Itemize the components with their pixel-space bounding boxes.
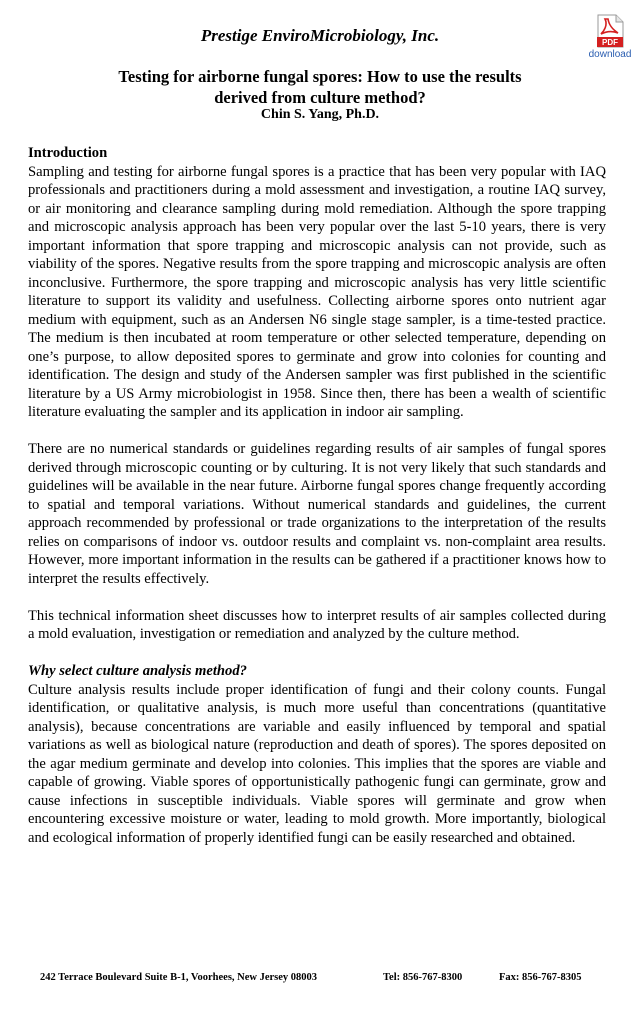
- intro-paragraph-3: This technical information sheet discusses how to interpret results of air samples collected during a mold evaluation, investigation or remediation and analyzed by the culture method.: [28, 607, 606, 642]
- footer-address: 242 Terrace Boulevard Suite B-1, Voorhees, New Jersey 08003: [40, 972, 318, 983]
- title-line-2: derived from culture method?: [214, 88, 426, 107]
- why-culture-heading: Why select culture analysis method?: [28, 663, 247, 679]
- download-label[interactable]: download: [588, 49, 632, 60]
- why-culture-paragraph: Culture analysis results include proper identification of fungi and their colony counts. Fungal identification, or qualitative analysis, is much more useful than concentrations (quantitative analysis), because concentrations are variable and easily influenced by temporal and spatial variations as well as biological nature (reproduction and death of spores). The spores deposited on the agar medium germinate and develop into colonies. This implies that the spores are viable and capable of growing. Viable spores of opportunistically pathogenic fungi can germinate, grow and cause infections in susceptible individuals. Viable spores will germinate and grow when encountering excessive moisture or water, leading to mold growth. More importantly, biological and ecological information of properly identified fungi can be easily researched and obtained.: [28, 681, 606, 846]
- author-name: Chin S. Yang, Ph.D.: [260, 107, 380, 122]
- pdf-file-icon: [596, 14, 624, 48]
- company-name: Prestige EnviroMicrobiology, Inc.: [200, 26, 440, 45]
- title-line-1: Testing for airborne fungal spores: How to use the results: [118, 67, 522, 86]
- introduction-heading: Introduction: [28, 145, 108, 161]
- pdf-download-link[interactable]: [582, 14, 638, 60]
- footer-telephone: Tel: 856-767-8300: [383, 972, 463, 983]
- intro-paragraph-2: There are no numerical standards or guidelines regarding results of air samples of fungal spores derived through microscopic counting or by culturing. It is not very likely that such standards and guidelines will be available in the near future. Airborne fungal spores change frequently according to spatial and temporal variations. Without numerical standards and guidelines, the current approach recommended by professional or trade organizations to the interpretation of the results relies on comparisons of indoor vs. outdoor results and complaint vs. non-complaint area results. However, more important information in the results can be gathered if a practitioner knows how to interpret the results effectively.: [28, 441, 606, 587]
- footer-fax: Fax: 856-767-8305: [499, 972, 582, 983]
- intro-paragraph-1: Sampling and testing for airborne fungal spores is a practice that has been very popular with IAQ professionals and practitioners during a mold assessment and investigation, a routine IAQ survey, or air monitoring and clearance sampling during mold remediation. Although the spore trapping and microscopic analysis approach has been very popular over the last 5-10 years, there is very important information that spore trapping and microscopic analysis can not provide, such as viability of the spores. Negative results from the spore trapping and microscopic analysis are often inconclusive. Furthermore, the spore trapping and microscopic analysis has very little scientific literature to support its validity and usefulness. Collecting airborne spores onto nutrient agar medium with equipment, such as an Andersen N6 single stage sampler, is a time-tested practice. The medium is then incubated at room temperature or other selected temperature, depending on one’s purpose, to allow deposited spores to germinate and grow into colonies for counting and identification. The design and study of the Andersen sampler was first published in the scientific literature by a US Army microbiologist in 1958. Since then, there has been a wealth of scientific literature evaluating the sampler and its application in indoor air sampling.: [28, 163, 606, 420]
- pdf-badge-label: PDF: [602, 38, 618, 47]
- document-body: [28, 144, 606, 847]
- document-title: [40, 66, 600, 108]
